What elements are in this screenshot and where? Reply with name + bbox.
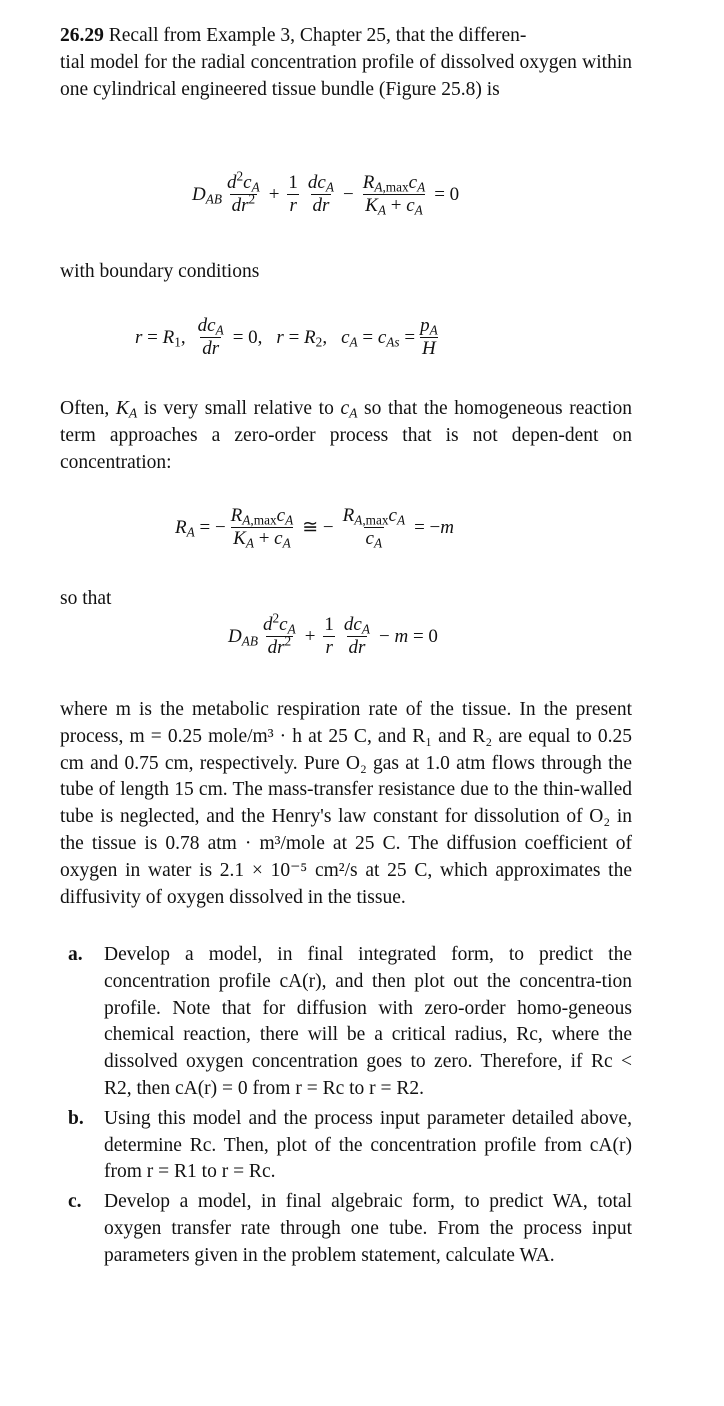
boundary-intro bbox=[60, 258, 632, 285]
so-that-text: so that bbox=[60, 588, 112, 609]
often-text-b: is very small relative to bbox=[143, 398, 334, 419]
part-c-text: Develop a model, in final algebraic form, to predict WA, total oxygen transfer rate through one tube. From the process input parameters given in the problem statement, calculate WA. bbox=[104, 1191, 632, 1266]
process-parameters-text: where m is the metabolic respiration rate of the tissue. In the present process, m = 0.25 mole/m³ · h at 25 C, and R₁ and R₂ are equal to 0.25 cm and 0.75 cm, respectively. Pure O₂ gas at 1.0 atm flows through the tube of length 15 cm. The mass-transfer resistance due to the thin-walled tube is neglected, and the Henry's law constant for dissolution of O₂ in the tissue is 0.78 atm · m³/mole at 25 C. The diffusion coefficient of oxygen in water is 2.1 × 10⁻⁵ cm²/s at 25 C, which approximates the diffusivity of oxygen dissolved in the tissue. bbox=[60, 699, 632, 908]
part-c-label: c. bbox=[68, 1191, 82, 1213]
part-b-label: b. bbox=[68, 1107, 84, 1129]
part-a-label: a. bbox=[68, 944, 83, 965]
simplified-model-equation: $D_{AB}$ $\frac{d^2c_A}{dr^2}$ + $\frac{1}{r}$ $\frac{dc_A}{dr}$ − m = 0 bbox=[228, 610, 438, 658]
part-a bbox=[60, 942, 632, 1103]
part-a-text: Develop a model, in final integrated form, to predict the concentration profile cA(r), and then plot out the concentra-tion profile. Note that for diffusion with zero-order homo-geneous chemical reaction, there will be a critical radius, Rc, where the dissolved oxygen concentration goes to zero. Therefore, if Rc < R2, then cA(r) = 0 from r = Rc to r = R2. bbox=[104, 944, 632, 1099]
often-text-a: Often, bbox=[60, 398, 110, 419]
boundary-intro-text: with boundary conditions bbox=[60, 261, 260, 282]
part-b-text: Using this model and the process input parameter detailed above, determine Rc. Then, plot of the concentration profile from cA(r) from r = R1 to r = Rc. bbox=[104, 1107, 632, 1183]
often-text-c: so that the homogeneous reaction term approaches a zero-order process that is not depen-dent on concentration: bbox=[60, 398, 632, 473]
problem-number: 26.29 bbox=[60, 25, 104, 46]
reaction-rate-equation: $R_A$ = − $\frac{R_{A,max}c_A}{K_A + c_A}$ ≅ − $\frac{R_{A,max}c_A}{c_A}$ = −m bbox=[175, 505, 455, 551]
part-b bbox=[60, 1106, 632, 1186]
zero-order-paragraph: Often, $K_A$ is very small relative to $c_A$ so that the homogeneous reaction term approaches a zero-order process that is not depen-dent on concentration: bbox=[60, 398, 632, 473]
problem-intro-text: Recall from Example 3, Chapter 25, that the differen- tial model for the radial concentration profile of dissolved oxygen within one cylindrical engineered tissue bundle (Figure 25.8) is bbox=[60, 25, 632, 100]
differential-model-equation: $D_{AB}$ $\frac{d^2c_A}{dr^2}$ + $\frac{1}{r}$ $\frac{dc_A}{dr}$ − $\frac{R_{A,max}c_A}{K_A + c_A}$ = 0 bbox=[192, 168, 460, 218]
process-parameters-paragraph bbox=[60, 697, 632, 911]
part-c bbox=[60, 1189, 632, 1269]
so-that-label bbox=[60, 585, 632, 612]
problem-intro bbox=[60, 22, 632, 103]
boundary-conditions-equation: $r = R_1$, $\frac{dc_A}{dr}$ = 0, $r = R_2$, $c_A = c_{As}$ = $\frac{p_A}{H}$ bbox=[135, 315, 438, 359]
problem-parts-list bbox=[60, 942, 632, 1273]
